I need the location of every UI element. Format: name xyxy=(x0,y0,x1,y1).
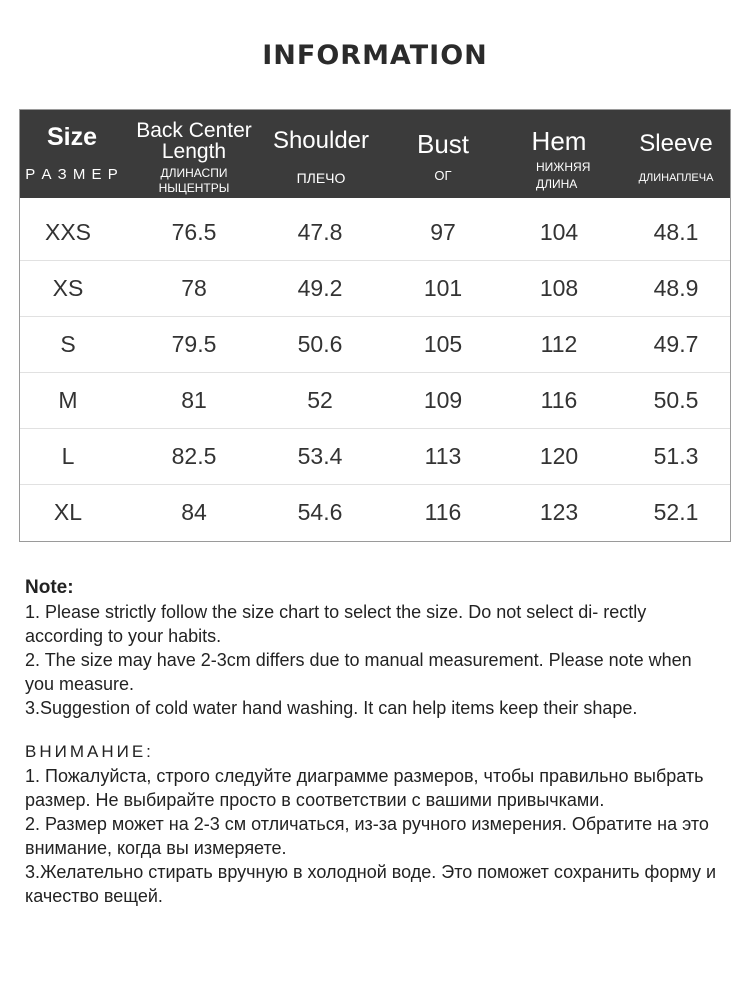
header-shoulder-sublabel: ПЛЕЧО xyxy=(296,170,346,186)
cell-bust: 116 xyxy=(424,499,462,525)
note-en-1: 1. Please strictly follow the size chart to select the size. Do not select di- rectly according to your habits. xyxy=(25,602,647,646)
cell-shoulder: 53.4 xyxy=(297,443,343,469)
note-ru-3: 3.Желательно стирать вручную в холодной воде. Это поможет сохранить форму и качество вещей. xyxy=(25,862,717,906)
cell-sleeve: 48.9 xyxy=(653,275,699,301)
cell-shoulder: 47.8 xyxy=(297,219,343,245)
cell-hem: 112 xyxy=(540,331,578,357)
header-bust-label: Bust xyxy=(416,129,470,159)
table-row xyxy=(20,204,730,261)
cell-bust: 113 xyxy=(424,443,462,469)
header-back-center-length-label: Back Center Length xyxy=(136,119,252,163)
note-heading-en: Note: xyxy=(25,577,74,598)
cell-sleeve: 50.5 xyxy=(653,387,699,413)
note-en-3: 3.Suggestion of cold water hand washing. It can help items keep their shape. xyxy=(25,698,638,718)
table-row xyxy=(20,372,730,429)
cell-size: S xyxy=(60,331,76,357)
page-title: INFORMATION xyxy=(262,40,488,71)
header-hem-sublabel: НИЖНЯЯ ДЛИНА xyxy=(536,160,591,191)
header-back-center-length-sublabel: ДЛИНАСПИ НЫЦЕНТРЫ xyxy=(158,166,230,195)
cell-back-center-length: 84 xyxy=(181,499,207,525)
cell-bust: 97 xyxy=(430,219,456,245)
table-header xyxy=(20,110,730,198)
header-sleeve xyxy=(616,110,736,198)
cell-hem: 108 xyxy=(539,275,579,301)
header-hem xyxy=(498,110,620,198)
cell-bust: 105 xyxy=(423,331,463,357)
cell-back-center-length: 76.5 xyxy=(171,219,217,245)
cell-size: XXS xyxy=(44,219,92,245)
cell-size: XS xyxy=(52,275,84,301)
cell-shoulder: 49.2 xyxy=(297,275,343,301)
header-back-center-length xyxy=(128,110,260,198)
header-size-sublabel: Р А З М Е Р xyxy=(25,166,119,183)
cell-sleeve: 48.1 xyxy=(653,219,699,245)
cell-back-center-length: 82.5 xyxy=(171,443,217,469)
cell-shoulder: 54.6 xyxy=(297,499,343,525)
cell-bust: 109 xyxy=(423,387,463,413)
cell-hem: 116 xyxy=(540,387,578,413)
cell-size: L xyxy=(61,443,75,469)
note-ru-1: 1. Пожалуйста, строго следуйте диаграмме размеров, чтобы правильно выбрать размер. Не выбирайте просто в соответствии с вашими привычками. xyxy=(25,766,704,810)
cell-sleeve: 52.1 xyxy=(653,499,699,525)
header-size xyxy=(20,110,124,198)
header-sleeve-sublabel: ДЛИНАПЛЕЧА xyxy=(638,172,714,184)
header-shoulder xyxy=(260,110,382,198)
cell-back-center-length: 81 xyxy=(181,387,207,413)
cell-shoulder: 52 xyxy=(307,387,333,413)
cell-back-center-length: 79.5 xyxy=(171,331,217,357)
cell-back-center-length: 78 xyxy=(181,275,207,301)
cell-size: XL xyxy=(53,499,83,525)
cell-hem: 123 xyxy=(539,499,579,525)
header-sleeve-label: Sleeve xyxy=(639,130,713,157)
header-bust xyxy=(382,110,504,198)
cell-shoulder: 50.6 xyxy=(297,331,343,357)
note-heading-ru: ВНИМАНИЕ: xyxy=(25,742,154,761)
header-shoulder-label: Shoulder xyxy=(272,127,370,154)
cell-size: M xyxy=(58,387,78,413)
table-row xyxy=(20,260,730,317)
note-en-2: 2. The size may have 2-3cm differs due to manual measurement. Please note when you measure. xyxy=(25,650,692,694)
table-row xyxy=(20,428,730,485)
header-bust-sublabel: ОГ xyxy=(434,168,452,183)
table-row xyxy=(20,316,730,373)
header-size-label: Size xyxy=(46,123,98,151)
cell-hem: 120 xyxy=(539,443,579,469)
note-ru-2: 2. Размер может на 2-3 см отличаться, из-за ручного измерения. Обратите на это внимание, когда вы измеряете. xyxy=(25,814,709,858)
cell-bust: 101 xyxy=(423,275,463,301)
table-row xyxy=(20,484,730,540)
cell-sleeve: 51.3 xyxy=(653,443,699,469)
cell-hem: 104 xyxy=(539,219,579,245)
size-chart-table xyxy=(19,109,731,542)
cell-sleeve: 49.7 xyxy=(653,331,699,357)
notes-section xyxy=(25,576,725,908)
header-hem-label: Hem xyxy=(531,126,587,156)
